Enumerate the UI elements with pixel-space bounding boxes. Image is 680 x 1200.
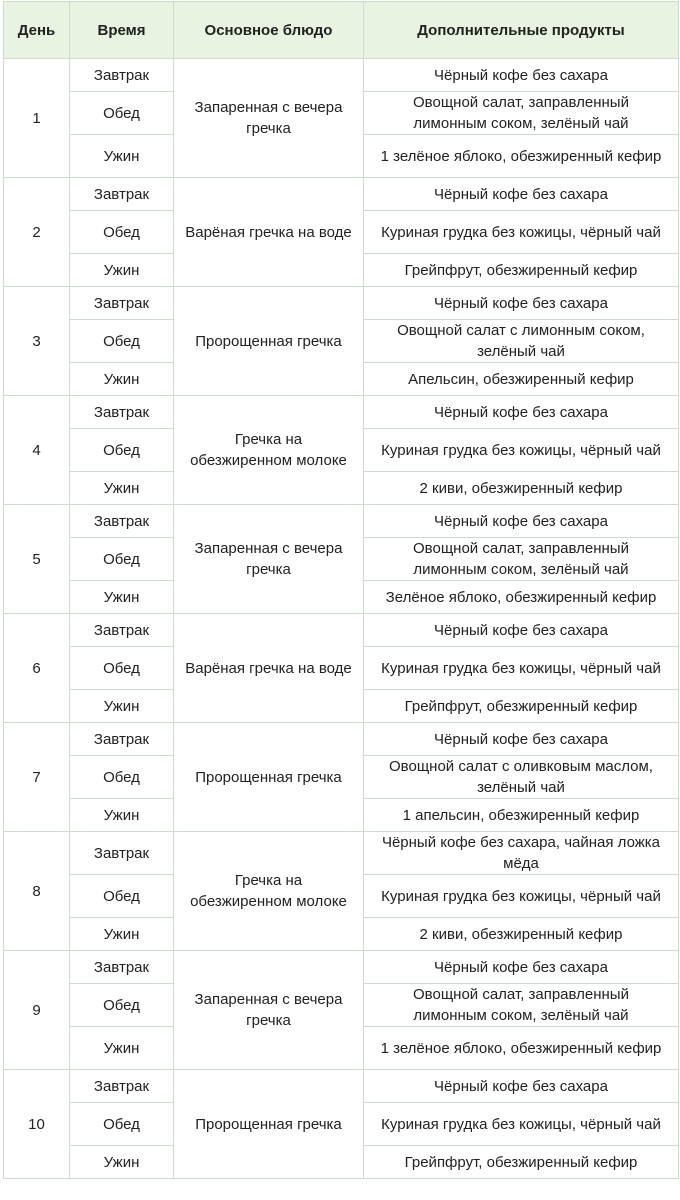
main-dish: Гречка на обезжиренном молоке [174,832,364,951]
meal-time: Завтрак [70,59,174,92]
extra-products: Чёрный кофе без сахара, чайная ложка мёда [364,832,679,875]
extra-products: Чёрный кофе без сахара [364,723,679,756]
table-row [4,505,679,538]
table-row [4,396,679,429]
meal-time: Ужин [70,690,174,723]
meal-time: Завтрак [70,614,174,647]
extra-products: Грейпфрут, обезжиренный кефир [364,1146,679,1179]
meal-time: Завтрак [70,951,174,984]
meal-time: Завтрак [70,505,174,538]
table-row [4,723,679,756]
meal-time: Ужин [70,1146,174,1179]
meal-time: Обед [70,320,174,363]
meal-time: Завтрак [70,287,174,320]
main-dish: Варёная гречка на воде [174,178,364,287]
main-dish: Варёная гречка на воде [174,614,364,723]
extra-products: Куриная грудка без кожицы, чёрный чай [364,1103,679,1146]
meal-time: Завтрак [70,178,174,211]
extra-products: 1 апельсин, обезжиренный кефир [364,799,679,832]
extra-products: Чёрный кофе без сахара [364,178,679,211]
extra-products: 1 зелёное яблоко, обезжиренный кефир [364,1027,679,1070]
meal-time: Обед [70,538,174,581]
extra-products: Грейпфрут, обезжиренный кефир [364,690,679,723]
extra-products: Овощной салат, заправленный лимонным соком, зелёный чай [364,92,679,135]
meal-time: Ужин [70,254,174,287]
main-dish: Запаренная с вечера гречка [174,505,364,614]
table-body [4,59,679,1179]
extra-products: Апельсин, обезжиренный кефир [364,363,679,396]
diet-table [3,1,679,1179]
extra-products: 2 киви, обезжиренный кефир [364,918,679,951]
meal-time: Завтрак [70,832,174,875]
main-dish: Запаренная с вечера гречка [174,951,364,1070]
extra-products: Чёрный кофе без сахара [364,287,679,320]
meal-time: Обед [70,756,174,799]
table-row [4,832,679,875]
main-dish: Пророщенная гречка [174,287,364,396]
table-row [4,614,679,647]
day-number: 5 [4,505,70,614]
day-number: 2 [4,178,70,287]
header-time: Время [70,2,174,59]
meal-time: Ужин [70,135,174,178]
main-dish: Пророщенная гречка [174,1070,364,1179]
meal-time: Ужин [70,1027,174,1070]
meal-time: Обед [70,429,174,472]
main-dish: Гречка на обезжиренном молоке [174,396,364,505]
extra-products: Куриная грудка без кожицы, чёрный чай [364,875,679,918]
main-dish: Запаренная с вечера гречка [174,59,364,178]
meal-time: Завтрак [70,396,174,429]
extra-products: Овощной салат с лимонным соком, зелёный чай [364,320,679,363]
extra-products: Чёрный кофе без сахара [364,614,679,647]
extra-products: 2 киви, обезжиренный кефир [364,472,679,505]
meal-time: Обед [70,984,174,1027]
meal-time: Обед [70,647,174,690]
extra-products: Чёрный кофе без сахара [364,59,679,92]
table-row [4,59,679,92]
day-number: 3 [4,287,70,396]
meal-time: Завтрак [70,1070,174,1103]
meal-time: Обед [70,1103,174,1146]
day-number: 1 [4,59,70,178]
extra-products: Овощной салат, заправленный лимонным соком, зелёный чай [364,984,679,1027]
extra-products: Зелёное яблоко, обезжиренный кефир [364,581,679,614]
table-row [4,951,679,984]
extra-products: Овощной салат с оливковым маслом, зелёный чай [364,756,679,799]
table-row [4,287,679,320]
meal-time: Обед [70,211,174,254]
day-number: 10 [4,1070,70,1179]
extra-products: Грейпфрут, обезжиренный кефир [364,254,679,287]
main-dish: Пророщенная гречка [174,723,364,832]
table-row [4,1070,679,1103]
extra-products: Чёрный кофе без сахара [364,505,679,538]
extra-products: Куриная грудка без кожицы, чёрный чай [364,647,679,690]
meal-time: Ужин [70,918,174,951]
extra-products: Куриная грудка без кожицы, чёрный чай [364,211,679,254]
meal-time: Ужин [70,581,174,614]
day-number: 8 [4,832,70,951]
extra-products: Куриная грудка без кожицы, чёрный чай [364,429,679,472]
extra-products: 1 зелёное яблоко, обезжиренный кефир [364,135,679,178]
day-number: 6 [4,614,70,723]
header-row [4,2,679,59]
extra-products: Овощной салат, заправленный лимонным соком, зелёный чай [364,538,679,581]
extra-products: Чёрный кофе без сахара [364,951,679,984]
meal-time: Обед [70,92,174,135]
day-number: 7 [4,723,70,832]
day-number: 4 [4,396,70,505]
extra-products: Чёрный кофе без сахара [364,1070,679,1103]
meal-time: Ужин [70,363,174,396]
table-row [4,178,679,211]
meal-time: Завтрак [70,723,174,756]
extra-products: Чёрный кофе без сахара [364,396,679,429]
header-day: День [4,2,70,59]
header-main-dish: Основное блюдо [174,2,364,59]
meal-time: Ужин [70,799,174,832]
meal-time: Ужин [70,472,174,505]
header-extra-products: Дополнительные продукты [364,2,679,59]
meal-time: Обед [70,875,174,918]
day-number: 9 [4,951,70,1070]
